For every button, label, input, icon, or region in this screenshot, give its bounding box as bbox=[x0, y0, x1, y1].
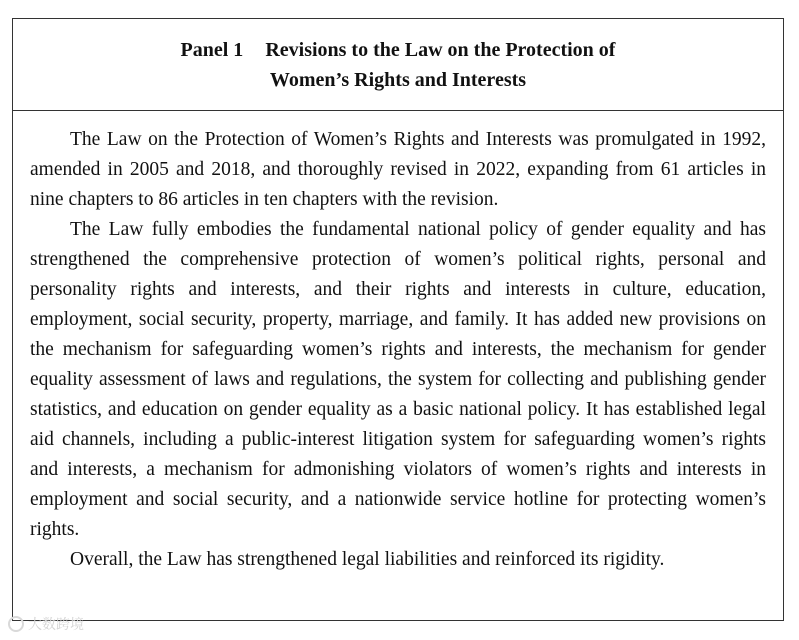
panel-header bbox=[13, 19, 783, 111]
paragraph-provisions: The Law fully embodies the fundamental national policy of gender equality and has strengthened the comprehensive protection of women’s political rights, personal and personality rights and interests, and their rights and interests in culture, education, employment, social security, property, marriage, and family. It has added new provisions on the mechanism for safeguarding women’s rights and interests, the mechanism for gender equality assessment of laws and regulations, the system for collecting and publishing gender statistics, and education on gender equality as a basic national policy. It has established legal aid channels, including a public-interest litigation system for safeguarding women’s rights and interests, a mechanism for admonishing violators of women’s rights and interests in employment and social security, and a nationwide service hotline for protecting women’s rights. bbox=[30, 219, 766, 540]
panel-title bbox=[181, 35, 616, 95]
panel-title-line2: Women’s Rights and Interests bbox=[269, 68, 527, 91]
watermark-text: 大数跨境 bbox=[28, 617, 84, 633]
watermark-logo-icon bbox=[8, 616, 24, 632]
panel-label: Panel 1 bbox=[180, 38, 244, 61]
panel-title-line1: Revisions to the Law on the Protection of bbox=[265, 38, 616, 61]
panel-body bbox=[13, 111, 783, 575]
paragraph-revision-history: The Law on the Protection of Women’s Rights and Interests was promulgated in 1992, amended in 2005 and 2018, and thoroughly revised in 2022, expanding from 61 articles in nine chapters to 86 articles in ten chapters with the revision. bbox=[30, 129, 766, 210]
panel-box bbox=[12, 18, 784, 621]
paragraph-overall: Overall, the Law has strengthened legal liabilities and reinforced its rigidity. bbox=[70, 549, 665, 570]
watermark bbox=[8, 614, 84, 634]
